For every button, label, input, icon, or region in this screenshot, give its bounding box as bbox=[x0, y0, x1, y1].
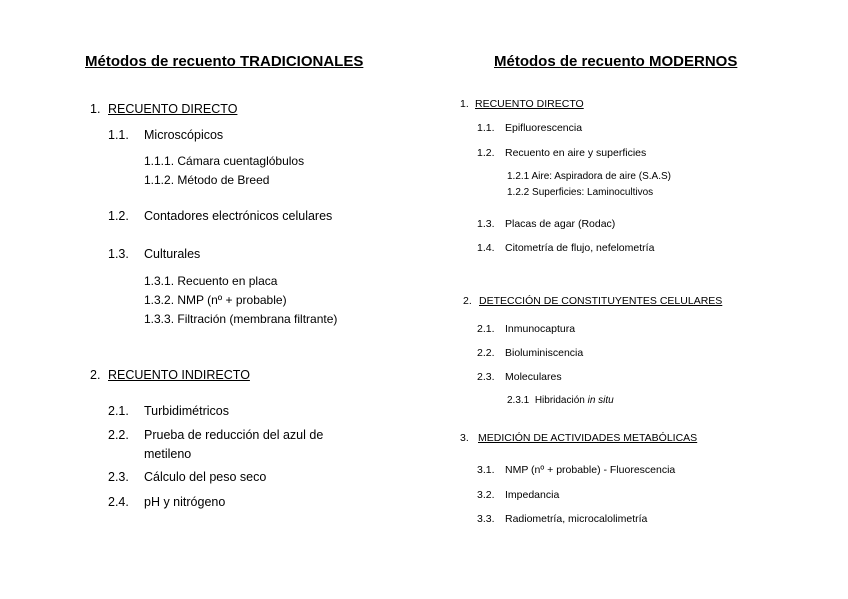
left-sub-1-1-2: 1.1.2. Método de Breed bbox=[144, 173, 270, 187]
left-sub-1-3-1: 1.3.1. Recuento en placa bbox=[144, 274, 278, 288]
right-sub-2-3-1: 2.3.1 Hibridación in situ bbox=[507, 395, 614, 406]
left-section-2: 2. RECUENTO INDIRECTO bbox=[90, 368, 250, 382]
left-sub-1-1-1: 1.1.1. Cámara cuentaglóbulos bbox=[144, 154, 305, 168]
right-item-1-3: 1.3. Placas de agar (Rodac) bbox=[477, 218, 616, 230]
right-item-1-2: 1.2. Recuento en aire y superficies bbox=[477, 147, 647, 159]
left-item-2-3: 2.3. Cálculo del peso seco bbox=[108, 470, 267, 484]
left-item-2-1: 2.1. Turbidimétricos bbox=[108, 404, 229, 418]
left-item-1-3: 1.3. Culturales bbox=[108, 247, 201, 261]
right-title: Métodos de recuento MODERNOS bbox=[494, 53, 738, 70]
left-item-1-1: 1.1. Microscópicos bbox=[108, 128, 224, 142]
right-section-3: 3. MEDICIÓN DE ACTIVIDADES METABÓLICAS bbox=[460, 432, 698, 444]
left-item-1-2: 1.2. Contadores electrónicos celulares bbox=[108, 209, 333, 223]
left-sub-1-3-2: 1.3.2. NMP (nº + probable) bbox=[144, 293, 287, 307]
right-section-1: 1. RECUENTO DIRECTO bbox=[460, 98, 584, 110]
right-item-2-1: 2.1. Inmunocaptura bbox=[477, 323, 576, 335]
right-item-2-2: 2.2. Bioluminiscencia bbox=[477, 347, 584, 359]
left-item-2-2-cont: metileno bbox=[144, 447, 192, 461]
right-sub-1-2-2: 1.2.2 Superficies: Laminocultivos bbox=[507, 187, 654, 198]
right-item-2-3: 2.3. Moleculares bbox=[477, 371, 562, 383]
right-section-2-label: DETECCIÓN DE CONSTITUYENTES CELULARES bbox=[479, 295, 723, 307]
left-title: Métodos de recuento TRADICIONALES bbox=[85, 53, 364, 70]
right-item-1-1: 1.1. Epifluorescencia bbox=[477, 122, 583, 134]
right-section-2: 2. DETECCIÓN DE CONSTITUYENTES CELULARES bbox=[463, 295, 723, 307]
right-item-3-2: 3.2. Impedancia bbox=[477, 489, 560, 501]
left-sub-1-3-3: 1.3.3. Filtración (membrana filtrante) bbox=[144, 312, 338, 326]
right-item-1-4: 1.4. Citometría de flujo, nefelometría bbox=[477, 242, 655, 254]
left-section-1-num: 1. bbox=[90, 102, 101, 116]
right-item-3-3: 3.3. Radiometría, microcalolimetría bbox=[477, 513, 648, 525]
left-section-1 bbox=[90, 102, 237, 116]
right-item-3-1: 3.1. NMP (nº + probable) - Fluorescencia bbox=[477, 464, 676, 476]
right-sub-1-2-1: 1.2.1 Aire: Aspiradora de aire (S.A.S) bbox=[507, 171, 671, 182]
right-section-1-label: RECUENTO DIRECTO bbox=[475, 98, 584, 110]
left-item-2-2: 2.2. Prueba de reducción del azul de bbox=[108, 428, 324, 442]
right-section-3-label: MEDICIÓN DE ACTIVIDADES METABÓLICAS bbox=[478, 432, 698, 444]
left-section-1-label: RECUENTO DIRECTO bbox=[108, 102, 238, 116]
left-section-2-label: RECUENTO INDIRECTO bbox=[108, 368, 250, 382]
left-item-2-4: 2.4. pH y nitrógeno bbox=[108, 495, 226, 509]
